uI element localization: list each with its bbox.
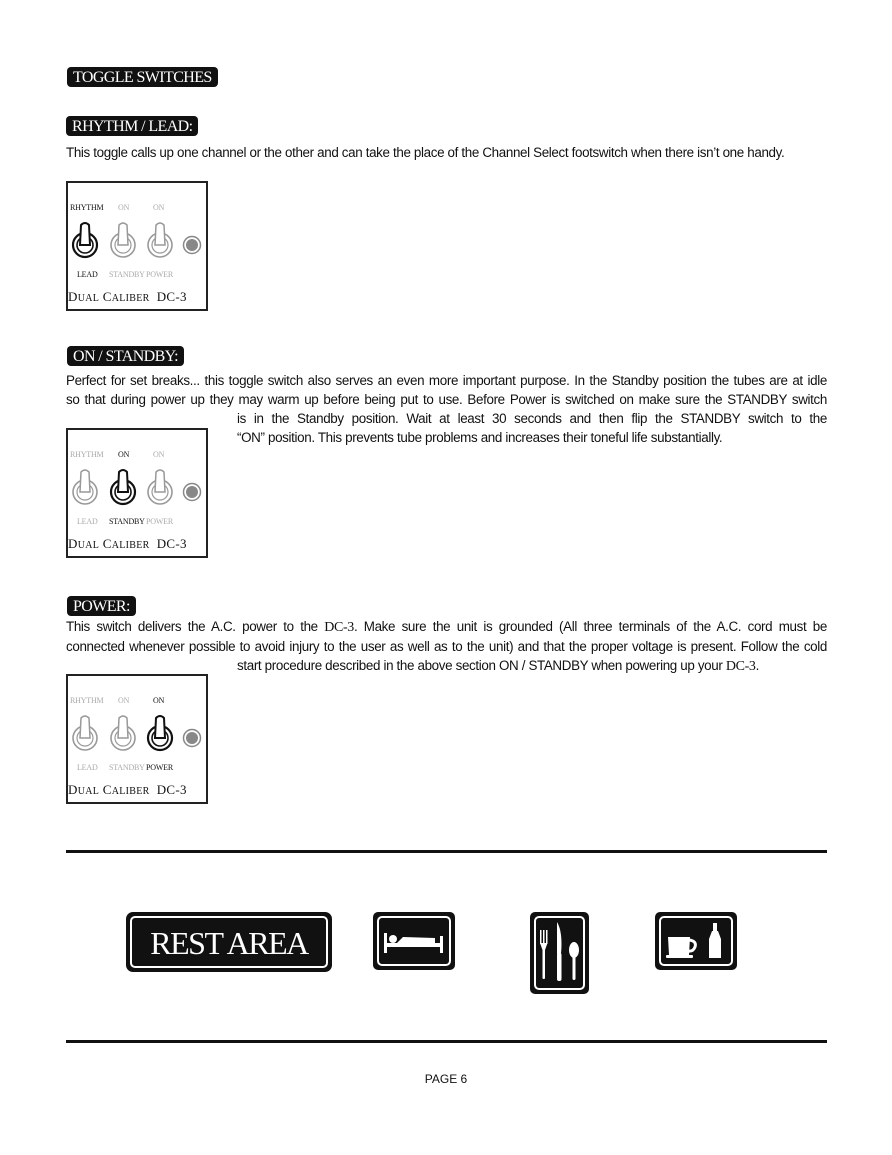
standby-line-4: “ON” position. This prevents tube problems and increases their toneful life substantially. bbox=[237, 430, 723, 445]
toggle-switch-rhythm-lead bbox=[70, 468, 100, 512]
panel-rhythm-lead bbox=[66, 181, 208, 311]
panel-on-standby bbox=[66, 428, 208, 558]
label-power: POWER bbox=[146, 517, 174, 526]
bed-icon bbox=[373, 912, 455, 970]
label-standby: STANDBY bbox=[109, 270, 145, 279]
toggle-switch-power-active bbox=[145, 714, 175, 758]
label-standby: STANDBY bbox=[109, 763, 145, 772]
toggle-switch-standby-active bbox=[108, 468, 138, 512]
page-number: PAGE 6 bbox=[424, 1072, 468, 1086]
brand-logo: DUAL CALIBER DC-3 bbox=[68, 289, 187, 304]
divider-top bbox=[66, 850, 827, 853]
section-title-power: POWER: bbox=[67, 596, 136, 616]
standby-line-2: so that during power up they may warm up before being put to use. Before Power is switched on make sure the STANDBY switch bbox=[66, 392, 827, 407]
label-on-standby: ON bbox=[118, 203, 130, 212]
power-line-3: start procedure described in the above section ON / STANDBY when powering up your DC-3. bbox=[237, 658, 759, 674]
brand-logo: DUAL CALIBER DC-3 bbox=[68, 536, 187, 551]
toggle-switch-rhythm-lead bbox=[70, 714, 100, 758]
power-indicator-light bbox=[182, 728, 202, 748]
label-rhythm: RHYTHM bbox=[70, 450, 104, 459]
coffee-bottle-glyph bbox=[655, 912, 737, 970]
section-title-toggle-switches: TOGGLE SWITCHES bbox=[67, 67, 218, 87]
toggle-switch-standby bbox=[108, 714, 138, 758]
toggle-switch-power bbox=[145, 468, 175, 512]
label-lead: LEAD bbox=[77, 763, 98, 772]
divider-bottom bbox=[66, 1040, 827, 1043]
label-on-power: ON bbox=[153, 450, 165, 459]
toggle-switch-standby bbox=[108, 221, 138, 265]
power-line-1: This switch delivers the A.C. power to the DC-3. Make sure the unit is grounded (All three terminals of the A.C. cord must be bbox=[66, 619, 827, 635]
rest-area-sign bbox=[126, 912, 332, 972]
fork-knife-spoon-icon bbox=[530, 912, 589, 994]
label-on-standby: ON bbox=[118, 696, 130, 705]
panel-power bbox=[66, 674, 208, 804]
label-on-standby: ON bbox=[118, 450, 130, 459]
label-power: POWER bbox=[146, 763, 174, 772]
label-standby: STANDBY bbox=[109, 517, 145, 526]
label-lead: LEAD bbox=[77, 270, 98, 279]
bed-glyph bbox=[373, 912, 455, 970]
power-indicator-light bbox=[182, 235, 202, 255]
rest-area-text: REST AREA bbox=[150, 925, 308, 961]
coffee-bottle-icon bbox=[655, 912, 737, 970]
label-rhythm: RHYTHM bbox=[70, 203, 104, 212]
label-rhythm: RHYTHM bbox=[70, 696, 104, 705]
standby-line-3: is in the Standby position. Wait at least 30 seconds and then flip the STANDBY switch to the bbox=[237, 411, 827, 426]
standby-line-1: Perfect for set breaks... this toggle switch also serves an even more important purpose. In the Standby position the tubes are at idle bbox=[66, 373, 827, 388]
rhythm-lead-line: This toggle calls up one channel or the other and can take the place of the Channel Select footswitch when there isn’t one handy. bbox=[66, 145, 785, 160]
label-lead: LEAD bbox=[77, 517, 98, 526]
brand-logo: DUAL CALIBER DC-3 bbox=[68, 782, 187, 797]
section-title-rhythm-lead: RHYTHM / LEAD: bbox=[66, 116, 198, 136]
power-line-2: connected whenever possible to avoid injury to the user as well as to the unit) and that the proper voltage is present. Follow the cold bbox=[66, 639, 827, 654]
label-on-power: ON bbox=[153, 696, 165, 705]
toggle-switch-rhythm-lead-active bbox=[70, 221, 100, 265]
toggle-switch-power bbox=[145, 221, 175, 265]
power-text bbox=[66, 617, 827, 676]
utensils-glyph bbox=[530, 912, 589, 994]
label-power: POWER bbox=[146, 270, 174, 279]
section-title-on-standby: ON / STANDBY: bbox=[67, 346, 184, 366]
label-on-power: ON bbox=[153, 203, 165, 212]
power-indicator-light bbox=[182, 482, 202, 502]
